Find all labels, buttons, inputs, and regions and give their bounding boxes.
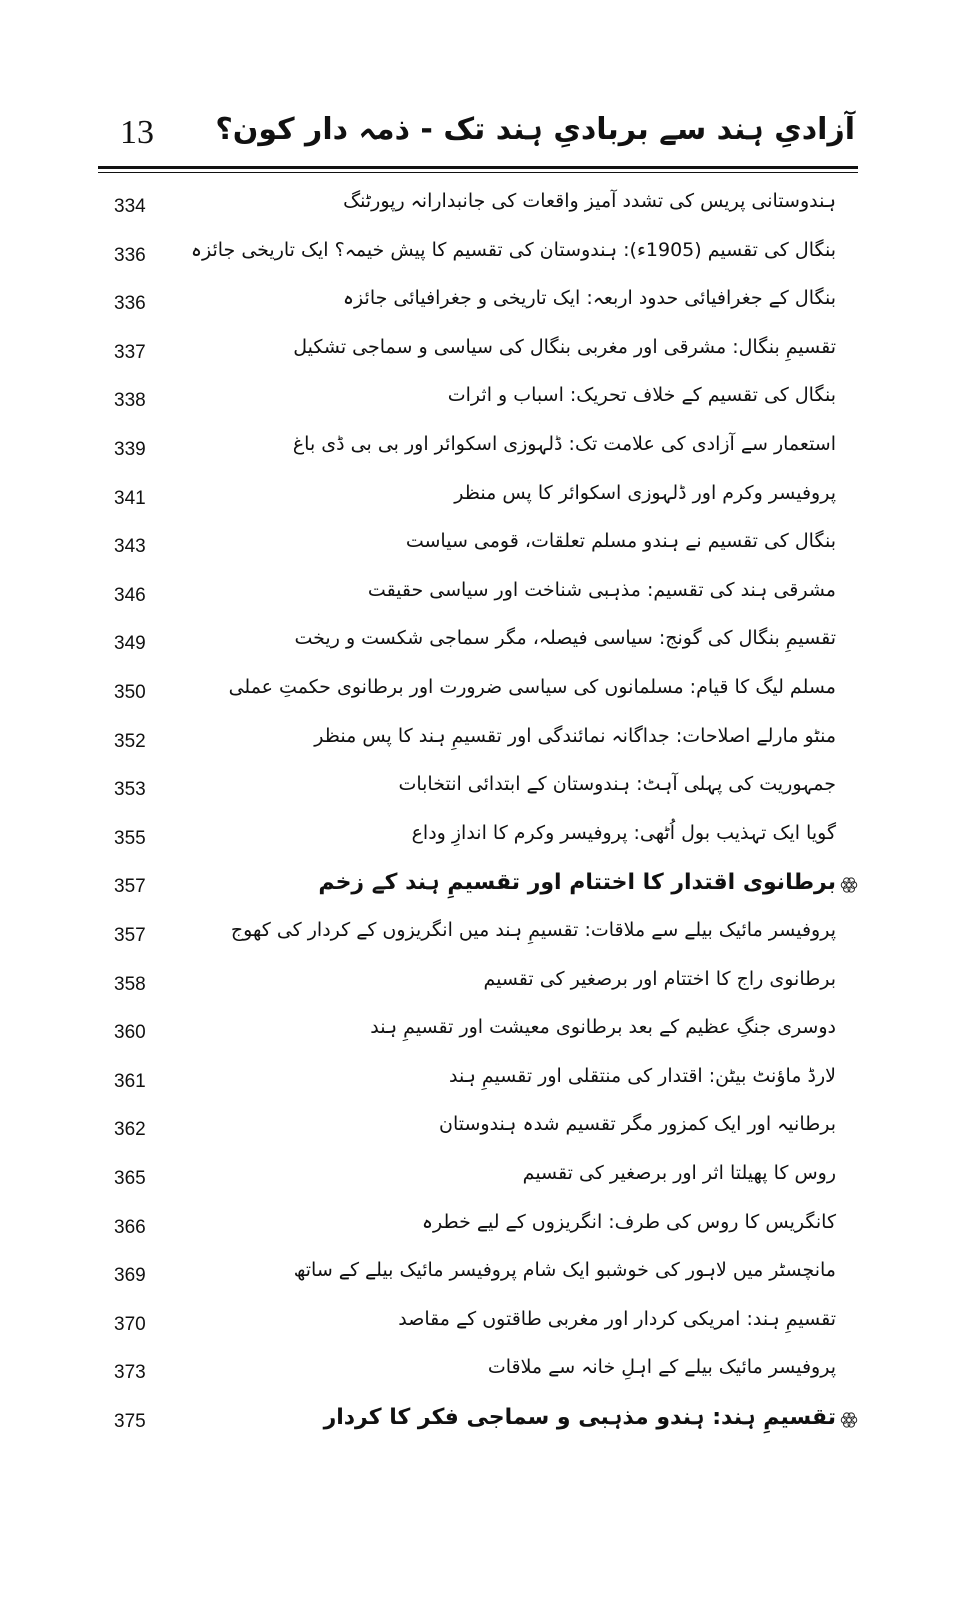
toc-page-number: 343 xyxy=(114,536,146,558)
toc-page-number: 349 xyxy=(114,633,146,655)
toc-entry xyxy=(98,1063,858,1103)
toc-entry-title: لارڈ ماؤنٹ بیٹن: اقتدار کی منتقلی اور تقسیمِ ہند xyxy=(449,1064,836,1087)
toc-entry xyxy=(98,528,858,568)
toc-page-number: 358 xyxy=(114,973,146,995)
toc-entry-title: روس کا پھیلتا اثر اور برصغیر کی تقسیم xyxy=(522,1162,836,1184)
toc-entry-title: تقسیمِ ہند: ہندو مذہبی و سماجی فکر کا کردار xyxy=(323,1405,836,1430)
toc-entry-title: برطانوی راج کا اختتام اور برصغیر کی تقسیم xyxy=(483,967,836,990)
toc-entry xyxy=(98,480,858,520)
toc-entry xyxy=(98,771,858,811)
toc-entry-title: تقسیمِ بنگال: مشرقی اور مغربی بنگال کی سیاسی و سماجی تشکیل xyxy=(293,335,836,358)
toc-page-number: 336 xyxy=(114,244,146,266)
toc-entry xyxy=(98,188,858,228)
toc-entry xyxy=(98,1257,858,1297)
toc-entry-title: جمہوریت کی پہلی آہٹ: ہندوستان کے ابتدائی انتخابات xyxy=(398,773,836,796)
flower-icon xyxy=(840,1411,858,1429)
toc-page-number: 369 xyxy=(114,1265,146,1287)
toc-entry xyxy=(98,625,858,665)
toc-entry xyxy=(98,966,858,1006)
toc-entry-title: بنگال کی تقسیم نے ہندو مسلم تعلقات، قومی سیاست xyxy=(405,530,836,553)
toc-entry xyxy=(98,285,858,325)
toc-page-number: 370 xyxy=(114,1313,146,1335)
header-rule-thick xyxy=(98,166,858,169)
page-number: 13 xyxy=(120,114,154,151)
toc-page-number: 375 xyxy=(114,1411,146,1432)
toc-entry xyxy=(98,334,858,374)
toc-entry xyxy=(98,917,858,957)
toc-entry-title: پروفیسر وکرم اور ڈلہوزی اسکوائر کا پس منظر xyxy=(454,481,836,504)
toc-entry xyxy=(98,431,858,471)
toc-entry-title: برطانیہ اور ایک کمزور مگر تقسیم شدہ ہندوستان xyxy=(439,1113,836,1136)
page-header xyxy=(100,108,855,168)
toc-entry-title: تقسیمِ ہند: امریکی کردار اور مغربی طاقتوں کے مقاصد xyxy=(398,1307,836,1330)
toc-entry-title: ہندوستانی پریس کی تشدد آمیز واقعات کی جانبدارانہ رپورٹنگ xyxy=(343,190,836,212)
toc-entry xyxy=(98,1014,858,1054)
toc-page-number: 373 xyxy=(114,1362,146,1384)
toc-page-number: 357 xyxy=(114,925,146,946)
toc-page-number: 353 xyxy=(114,779,146,801)
toc-entry xyxy=(98,674,858,714)
toc-entry xyxy=(98,1354,858,1394)
toc-entry xyxy=(98,820,858,860)
toc-entry-title: برطانوی اقتدار کا اختتام اور تقسیمِ ہند کے زخم xyxy=(318,870,836,896)
header-rule-thin xyxy=(98,172,858,173)
toc-entry-title: پروفیسر مائیک بیلے سے ملاقات: تقسیمِ ہند میں انگریزوں کے کردار کی کھوج xyxy=(230,919,836,941)
toc-page-number: 346 xyxy=(114,584,146,606)
toc-entry xyxy=(98,723,858,763)
toc-entry xyxy=(98,382,858,422)
flower-icon xyxy=(840,876,858,894)
toc-entry-title: تقسیمِ بنگال کی گونج: سیاسی فیصلہ، مگر سماجی شکست و ریخت xyxy=(294,627,836,650)
toc-page-number: 355 xyxy=(114,827,146,849)
toc-page-number: 365 xyxy=(114,1168,146,1189)
toc-entry xyxy=(98,1160,858,1200)
toc-page-number: 341 xyxy=(114,487,146,509)
toc-page-number: 350 xyxy=(114,682,146,703)
toc-entry xyxy=(98,1209,858,1249)
toc-entry-title: بنگال کی تقسیم کے خلاف تحریک: اسباب و اثرات xyxy=(447,384,836,407)
toc-entry-title: کانگریس کا روس کی طرف: انگریزوں کے لیے خطرہ xyxy=(421,1210,836,1233)
toc-entry xyxy=(98,577,858,617)
toc-entry-title: مسلم لیگ کا قیام: مسلمانوں کی سیاسی ضرورت اور برطانوی حکمتِ عملی xyxy=(228,676,836,698)
toc-entry xyxy=(98,1111,858,1151)
toc-chapter-entry xyxy=(98,868,858,908)
toc-entry xyxy=(98,237,858,277)
toc-page-number: 357 xyxy=(114,876,146,898)
toc-page-number: 339 xyxy=(114,439,146,460)
toc-page-number: 336 xyxy=(114,293,146,315)
toc-page-number: 360 xyxy=(114,1022,146,1044)
running-title: آزادیِ ہند سے بربادیِ ہند تک - ذمہ دار کون؟ xyxy=(215,112,855,147)
toc-page-number: 337 xyxy=(114,341,146,363)
toc-page-number: 361 xyxy=(114,1070,146,1092)
table-of-contents xyxy=(98,188,858,1578)
toc-page-number: 362 xyxy=(114,1119,146,1141)
toc-page-number: 352 xyxy=(114,730,146,752)
toc-entry-title: بنگال کی تقسیم (1905ء): ہندوستان کی تقسیم کا پیش خیمہ؟ ایک تاریخی جائزہ xyxy=(190,238,836,261)
toc-page-number: 334 xyxy=(114,196,146,217)
toc-entry-title: منٹو مارلے اصلاحات: جداگانہ نمائندگی اور تقسیمِ ہند کا پس منظر xyxy=(314,724,836,747)
toc-page-number: 366 xyxy=(114,1216,146,1238)
toc-chapter-entry xyxy=(98,1403,858,1443)
toc-entry-title: بنگال کے جغرافیائی حدود اربعہ: ایک تاریخی و جغرافیائی جائزہ xyxy=(342,287,836,310)
toc-entry-title: مانچسٹر میں لاہور کی خوشبو ایک شام پروفیسر مائیک بیلے کے ساتھ xyxy=(293,1259,836,1282)
toc-entry-title: پروفیسر مائیک بیلے کے اہلِ خانہ سے ملاقات xyxy=(487,1356,836,1379)
toc-entry-title: استعمار سے آزادی کی علامت تک: ڈلہوزی اسکوائر اور بی بی ڈی باغ xyxy=(292,433,836,455)
toc-entry-title: مشرقی ہند کی تقسیم: مذہبی شناخت اور سیاسی حقیقت xyxy=(367,578,836,601)
toc-page-number: 338 xyxy=(114,390,146,412)
toc-entry-title: دوسری جنگِ عظیم کے بعد برطانوی معیشت اور تقسیمِ ہند xyxy=(370,1016,836,1039)
toc-entry xyxy=(98,1306,858,1346)
toc-entry-title: گویا ایک تہذیب بول اُٹھی: پروفیسر وکرم کا اندازِ وداع xyxy=(411,821,836,844)
